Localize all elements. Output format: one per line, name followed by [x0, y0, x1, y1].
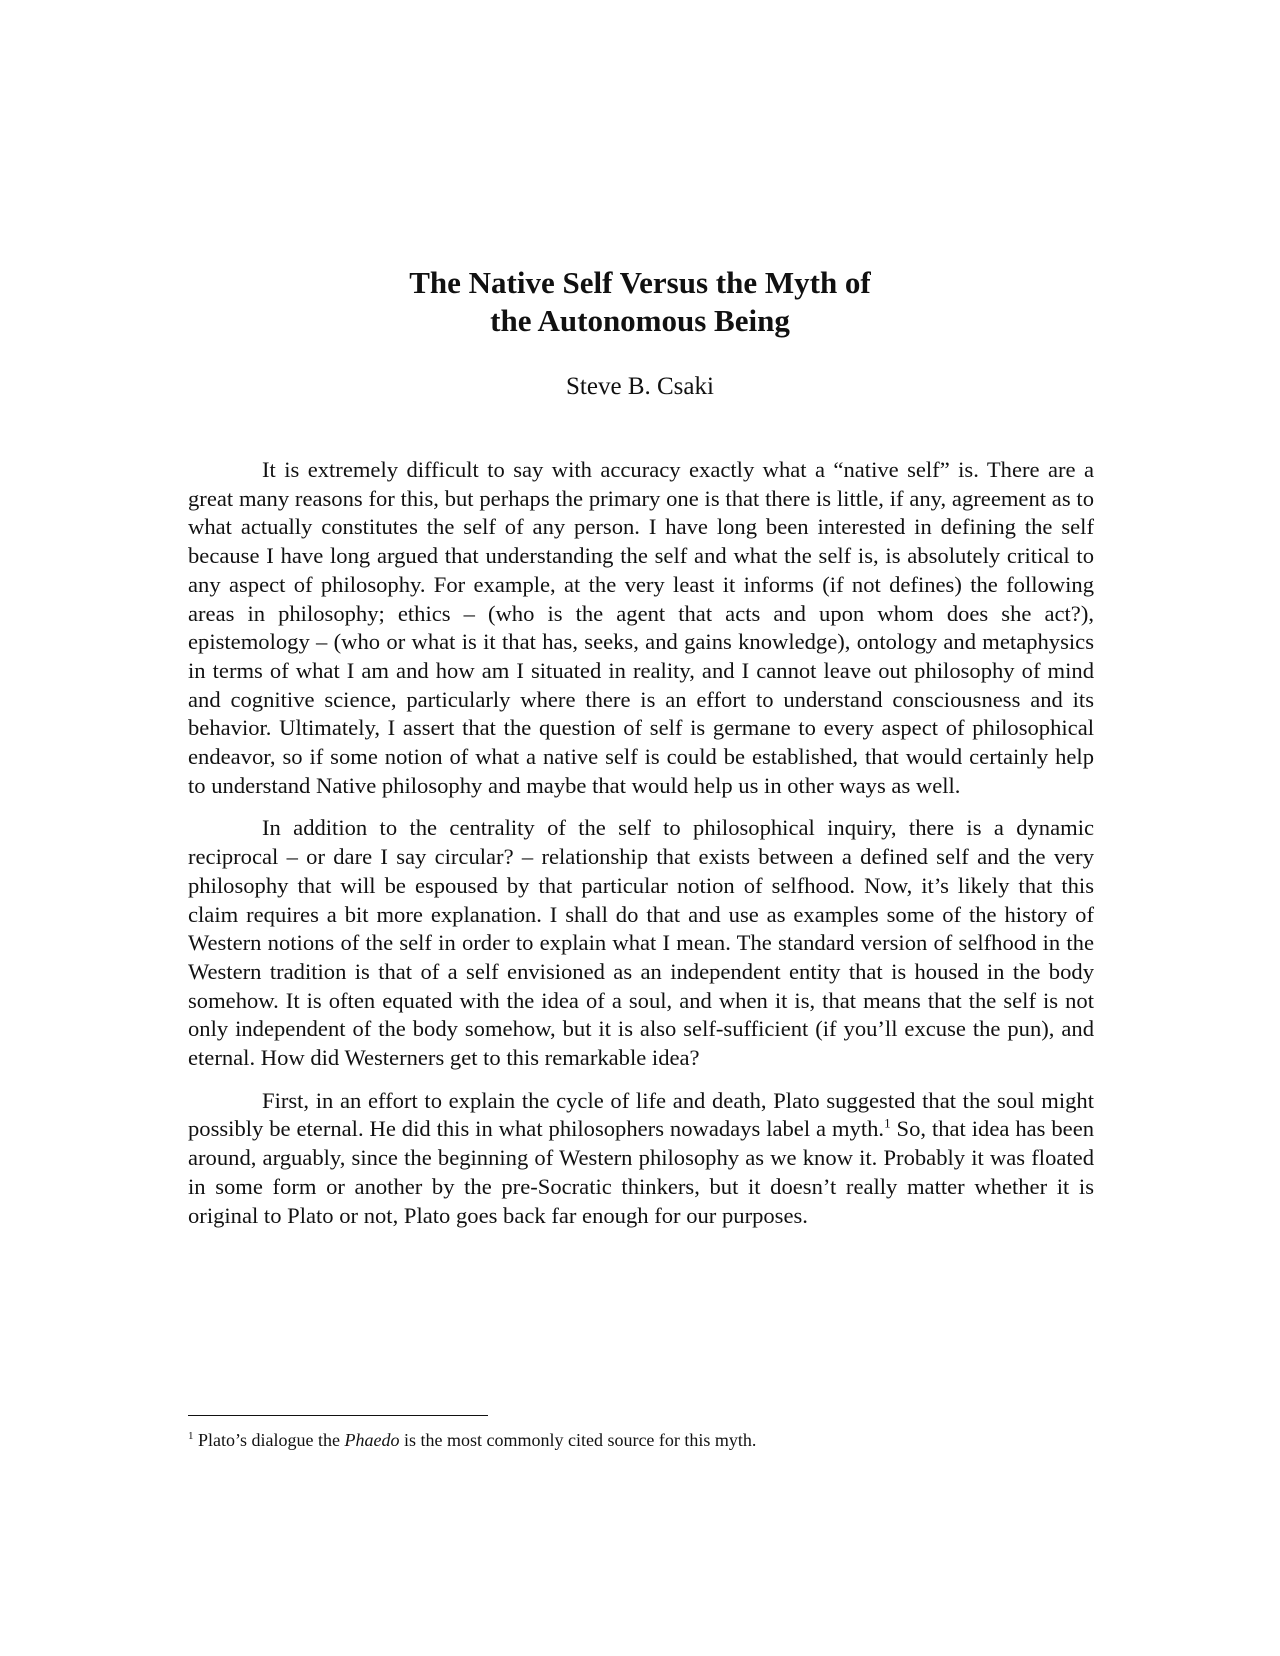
footnote-italic-title: Phaedo — [344, 1430, 400, 1450]
paragraph-2: In addition to the centrality of the self to philosophical inquiry, there is a dynamic reciprocal – or dare I say circular? – relationship that exists between a defined self and the very philosophy that will be espoused by that particular notion of selfhood. Now, it’s likely that this claim requires a bit more explanation. I shall do that and use as examples some of the history of Western notions of the self in order to explain what I mean. The standard version of selfhood in the Western tradition is that of a self envisioned as an independent entity that is housed in the body somehow. It is often equated with the idea of a soul, and when it is, that means that the self is not only independent of the body somehow, but it is also self-sufficient (if you’ll excuse the pun), and eternal. How did Westerners get to this remarkable idea? — [188, 815, 1094, 1071]
paragraph-3-part-2: So, that idea has been around, arguably, since the beginning of Western philosophy as we know it. Probably it was floated in some form or another by the pre-Socratic thinkers, but it doesn’t really matter whether it is original to Plato or not, Plato goes back far enough for our purposes. — [188, 1116, 1095, 1228]
footnote-divider — [188, 1415, 488, 1416]
paper-title-line-1: The Native Self Versus the Myth of — [409, 265, 871, 300]
paragraph-3-part-1: First, in an effort to explain the cycle of life and death, Plato suggested that the soul might possibly be eternal. He did this in what philosophers nowadays label a myth. — [188, 1087, 1094, 1142]
footnote-text-after: is the most commonly cited source for this myth. — [399, 1430, 757, 1450]
author-name: Steve B. Csaki — [566, 373, 714, 400]
footnote-reference-1[interactable]: 1 — [884, 1115, 891, 1131]
paper-title — [0, 264, 1280, 340]
body-text — [188, 456, 1094, 1244]
footnote-1 — [188, 1428, 1094, 1452]
paragraph-3 — [188, 1087, 1094, 1231]
paragraph-1: It is extremely difficult to say with accuracy exactly what a “native self” is. There are a great many reasons for this, but perhaps the primary one is that there is little, if any, agreement as to what actually constitutes the self of any person. I have long been interested in defining the self because I have long argued that understanding the self and what the self is, is absolutely critical to any aspect of philosophy. For example, at the very least it informs (if not defines) the following areas in philosophy; ethics – (who is the agent that acts and upon whom does she act?), epistemology – (who or what is it that has, seeks, and gains knowledge), ontology and metaphysics in terms of what I am and how am I situated in reality, and I cannot leave out philosophy of mind and cognitive science, particularly where there is an effort to understand consciousness and its behavior. Ultimately, I assert that the question of self is germane to every aspect of philosophical endeavor, so if some notion of what a native self is could be established, that would certainly help to understand Native philosophy and maybe that would help us in other ways as well. — [188, 457, 1094, 798]
footnote-text-before: Plato’s dialogue the — [193, 1430, 345, 1450]
footnote-marker: 1 — [188, 1430, 194, 1442]
paper-title-line-2: the Autonomous Being — [490, 303, 790, 338]
